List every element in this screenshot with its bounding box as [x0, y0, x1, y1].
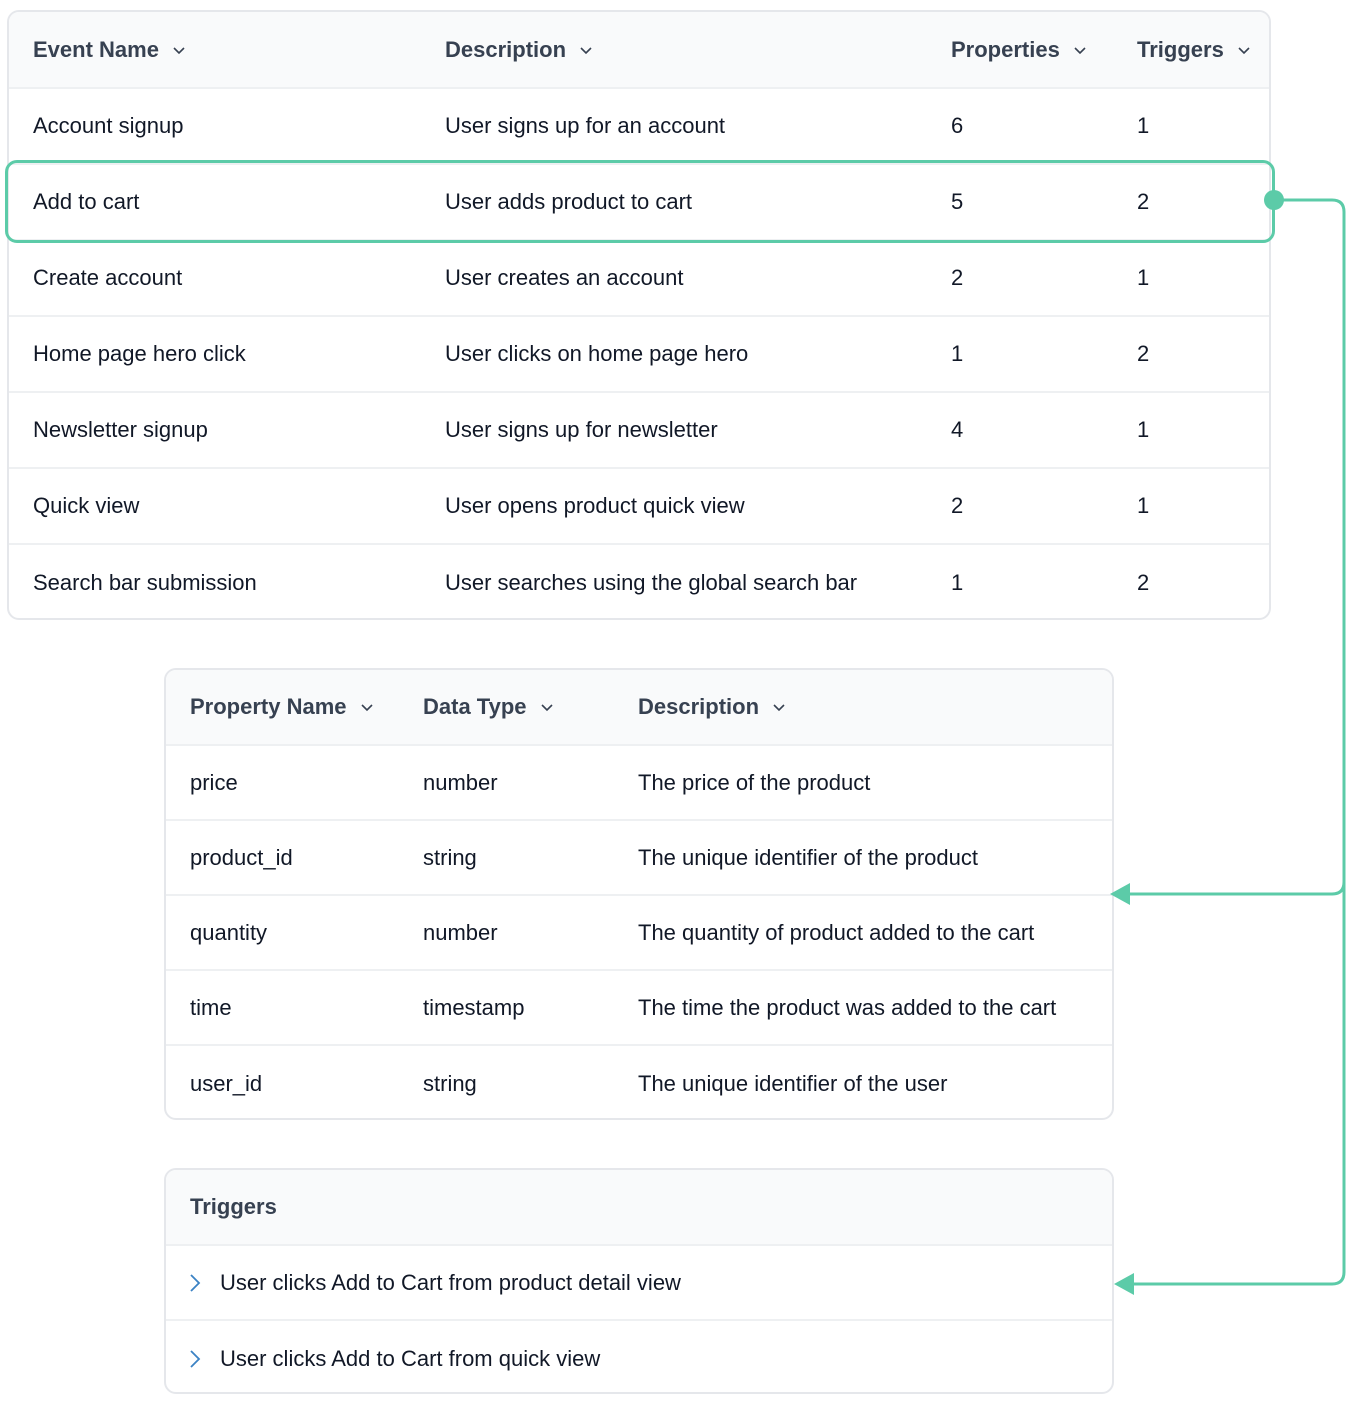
event-triggers-count: 2 — [1137, 189, 1150, 214]
event-properties-count: 2 — [951, 493, 964, 518]
property-description: The unique identifier of the user — [638, 1070, 948, 1096]
property-type: timestamp — [423, 994, 525, 1020]
trigger-label: User clicks Add to Cart from product detail view — [220, 1269, 681, 1295]
event-description: User signs up for newsletter — [445, 417, 718, 442]
event-triggers-count: 2 — [1137, 341, 1150, 366]
arrowhead-triggers — [1114, 1273, 1134, 1295]
event-description: User adds product to cart — [445, 189, 693, 214]
header-property-description[interactable]: Description — [638, 670, 787, 744]
property-description: The unique identifier of the product — [638, 844, 979, 870]
connector-to-properties — [1128, 200, 1344, 894]
property-name: time — [190, 994, 232, 1020]
event-properties-count: 2 — [951, 265, 964, 290]
property-type: string — [423, 844, 477, 870]
event-name: Home page hero click — [33, 341, 246, 366]
event-properties-count: 6 — [951, 113, 964, 138]
event-triggers-count: 1 — [1137, 493, 1150, 518]
header-properties[interactable]: Properties — [951, 12, 1088, 87]
header-description[interactable]: Description — [445, 12, 594, 87]
property-type: string — [423, 1070, 477, 1096]
event-properties-count: 1 — [951, 570, 964, 595]
connector-to-triggers — [1132, 880, 1344, 1284]
event-name: Search bar submission — [33, 570, 257, 595]
event-name: Account signup — [33, 113, 184, 138]
event-triggers-count: 1 — [1137, 265, 1150, 290]
event-triggers-count: 1 — [1137, 113, 1150, 138]
property-type: number — [423, 769, 498, 795]
event-triggers-count: 1 — [1137, 417, 1150, 442]
trigger-label: User clicks Add to Cart from quick view — [220, 1345, 601, 1371]
property-description: The quantity of product added to the cart — [638, 919, 1035, 945]
property-type: number — [423, 919, 498, 945]
header-data-type[interactable]: Data Type — [423, 670, 555, 744]
event-description: User signs up for an account — [445, 113, 726, 138]
arrowhead-properties — [1110, 883, 1130, 905]
header-triggers[interactable]: Triggers — [1137, 12, 1252, 87]
header-property-name[interactable]: Property Name — [190, 670, 375, 744]
event-properties-count: 1 — [951, 341, 964, 366]
event-description: User opens product quick view — [445, 493, 745, 518]
event-description: User clicks on home page hero — [445, 341, 749, 366]
event-properties-count: 4 — [951, 417, 964, 442]
property-description: The time the product was added to the cart — [638, 994, 1057, 1020]
event-name: Create account — [33, 265, 183, 290]
event-name: Add to cart — [33, 189, 140, 214]
header-event-name[interactable]: Event Name — [33, 12, 187, 87]
property-name: quantity — [190, 919, 268, 945]
property-description: The price of the product — [638, 769, 871, 795]
property-name: user_id — [190, 1070, 263, 1096]
triggers-title: Triggers — [190, 1194, 277, 1219]
property-name: product_id — [190, 844, 293, 870]
event-description: User creates an account — [445, 265, 684, 290]
event-description: User searches using the global search bar — [445, 570, 858, 595]
event-name: Quick view — [33, 493, 140, 518]
event-triggers-count: 2 — [1137, 570, 1150, 595]
event-name: Newsletter signup — [33, 417, 208, 442]
event-properties-count: 5 — [951, 189, 964, 214]
property-name: price — [190, 769, 238, 795]
